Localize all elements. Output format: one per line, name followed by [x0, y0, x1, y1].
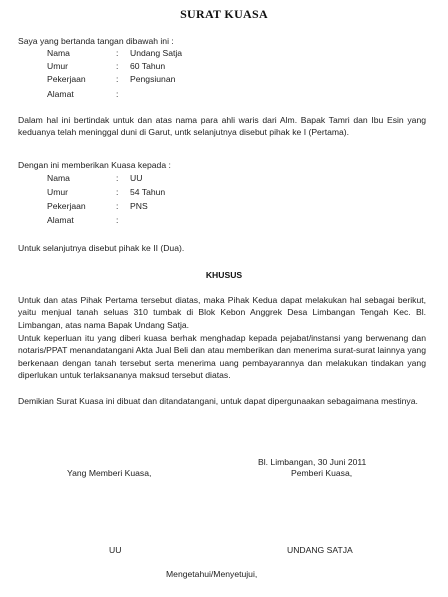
field-value: Pengsiunan [130, 74, 176, 84]
field-colon: : [116, 61, 119, 71]
field-label: Alamat [47, 215, 74, 225]
field-colon: : [116, 187, 119, 197]
grantee-signature-name: UU [109, 545, 122, 555]
grantor-signature-name: UNDANG SATJA [287, 545, 353, 555]
field-label: Pekerjaan [47, 74, 86, 84]
document-title: SURAT KUASA [180, 7, 268, 21]
intro-line: Saya yang bertanda tangan dibawah ini : [18, 36, 174, 46]
field-label: Pekerjaan [47, 201, 86, 211]
field-colon: : [116, 74, 119, 84]
place-date: Bl. Limbangan, 30 Juni 2011 [258, 457, 367, 467]
field-colon: : [116, 215, 119, 225]
field-value: PNS [130, 201, 148, 211]
section-heading: KHUSUS [205, 270, 243, 280]
heirs-paragraph: Dalam hal ini bertindak untuk dan atas nama para ahli waris dari Alm. Bapak Tamri dan Ibu Esin yang keduanya telah meninggal duni di Garut, untk selanjutnya disebut pihak ke I (Pertama). [18, 115, 426, 138]
field-label: Nama [47, 173, 70, 183]
field-label: Umur [47, 61, 69, 71]
field-colon: : [116, 173, 119, 183]
body-paragraph-2: Untuk keperluan itu yang diberi kuasa berhak menghadap kepada pejabat/instansi yang berwenang dan notaris/PPAT menandatangani Akta Jual Beli dan atau memberikan dan menerima surat-surat lainnya yang berkenaan dengan tanah tersebut serta menerima uang pembayarannya dan melakukan tindakan yang diperlukan untuk terlaksananya maksud tersebut diatas. [18, 333, 426, 381]
field-value: UU [130, 173, 143, 183]
field-colon: : [116, 201, 119, 211]
grantee-role: Pemberi Kuasa, [291, 468, 353, 478]
field-value: Undang Satja [130, 48, 183, 58]
body-paragraph-3: Demikian Surat Kuasa ini dibuat dan ditandatangani, untuk dapat dipergunaakan sebagaimana mestinya. [18, 396, 418, 406]
field-label: Alamat [47, 89, 74, 99]
field-label: Umur [47, 187, 69, 197]
field-colon: : [116, 89, 119, 99]
body-paragraph-1: Untuk dan atas Pihak Pertama tersebut diatas, maka Pihak Kedua dapat melakukan hal sebagai berikut, yaitu menjual tanah seluas 310 tumbak di Blok Kebon Anggrek Desa Limbangan Tengah Kec. Bl. Limbangan, atas nama Bapak Undang Satja. [18, 295, 426, 330]
second-party-line: Untuk selanjutnya disebut pihak ke II (Dua). [18, 243, 185, 253]
witness-role: Mengetahui/Menyetujui, [166, 569, 258, 579]
field-label: Nama [47, 48, 70, 58]
grantor-role: Yang Memberi Kuasa, [67, 468, 152, 478]
field-value: 54 Tahun [130, 187, 166, 197]
field-colon: : [116, 48, 119, 58]
field-value: 60 Tahun [130, 61, 166, 71]
grant-intro-line: Dengan ini memberikan Kuasa kepada : [18, 160, 171, 170]
